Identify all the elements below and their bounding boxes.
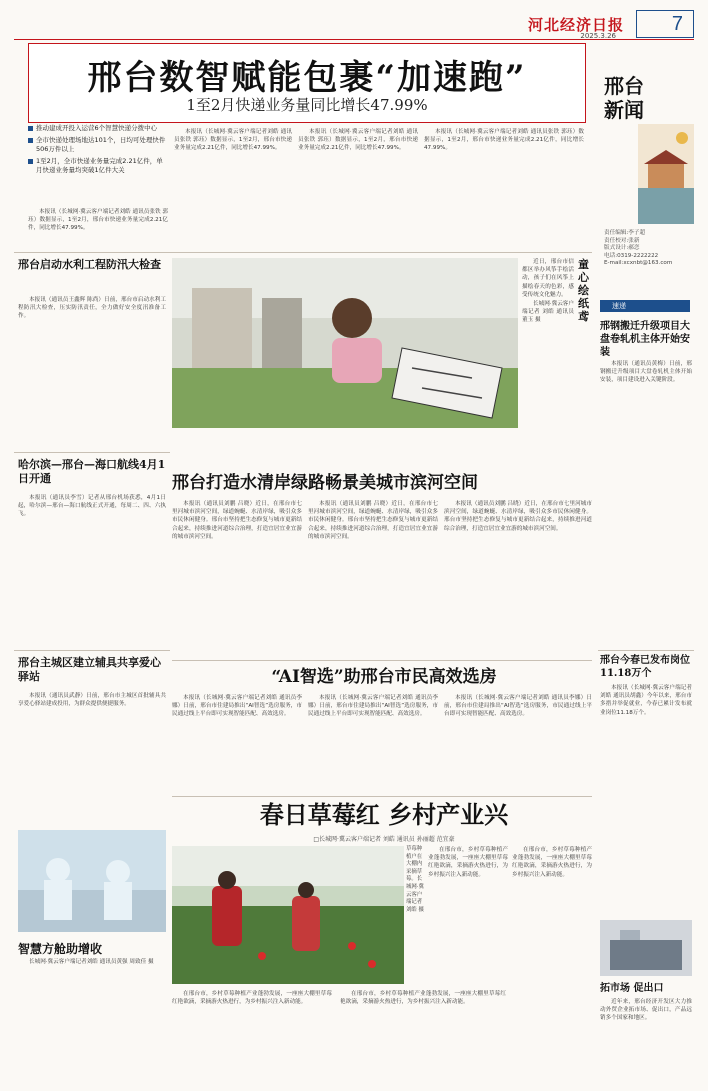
ai-article-col3: 本报讯（长城网·冀云客户端记者刘皓 通讯员李娜）日前，邢台市住建局推出“AI智选”选房服务，市民通过线上平台即可实现智能匹配、高效选房。 <box>444 695 592 718</box>
lead-body-col3: 本报讯（长城网·冀云客户端记者刘皓 通讯员张铁 郭珏）数据显示，1至2月，邢台市快递业务量完成2.21亿件，同比增长47.99%。 <box>298 129 418 152</box>
export-photo <box>600 920 692 976</box>
lead-byline: 本报讯（长城网·冀云客户端记者刘皓 通讯员张铁 郭珏）数据显示，1至2月，邢台市快递业务量完成2.21亿件，同比增长47.99%。 <box>28 209 168 232</box>
right-item-body: 本报讯（长城网·冀云客户端记者刘皓 通讯员胡鑫）今年以来，邢台市多措并举促就业，今春已累计发布就业岗位11.18万个。 <box>600 685 692 716</box>
highlight-item: 推动建成开投入运营6个智慧快递分拨中心 <box>28 124 168 133</box>
highlights-box <box>28 124 168 204</box>
section-title: 邢台新闻 <box>604 74 644 122</box>
strawberry-body-col4: 在邢台市，乡村草莓种植产业蓬勃发展，一座座大棚里草莓红艳欲滴，采摘游火热进行，为乡村振兴注入新动能。 <box>340 991 506 1006</box>
right-item-title: 邢钢搬迁升级项目大盘卷轧机主体开始安装 <box>600 321 690 358</box>
lead-subtitle: 1至2月快递业务量同比增长47.99% <box>186 96 428 114</box>
right-item-title: 拓市场 促出口 <box>600 983 664 994</box>
express-tag: 速递 <box>600 300 690 312</box>
page-number-box <box>636 10 694 38</box>
article-title: 哈尔滨—邢台—海口航线4月1日开通 <box>18 458 166 485</box>
divider <box>598 650 694 651</box>
right-item-body: 本报讯（通讯员黄梅）日前，邢钢搬迁升级项目大盘卷轧机主体开始安装，项目建设进入关键阶段。 <box>600 361 692 384</box>
photo-caption-body: 近日，邢台市信都区举办风筝手绘活动，孩子们在风筝上描绘春天的色彩，感受传统文化魅力。 长城网·冀云客户端记者 刘皓 通讯员 董玉 摄 <box>522 259 574 324</box>
kite-photo-image <box>172 258 518 428</box>
lead-headline-box <box>28 43 586 123</box>
factory-photo-image <box>18 830 166 932</box>
strawberry-byline: □长城网·冀云客户端记者 刘皓 通讯员 孙丽超 范宜豪 <box>313 836 455 843</box>
strawberry-body-col2: 在邢台市，乡村草莓种植产业蓬勃发展，一座座大棚里草莓红艳欲滴，采摘游火热进行，为乡村振兴注入新动能。 <box>512 847 592 878</box>
masthead-bar <box>14 10 694 40</box>
highlight-item: 全市快递处理场地达101个，日均可处理快件506万件以上 <box>28 136 168 154</box>
lead-title: 邢台数智赋能包裹“加速跑” <box>87 58 527 98</box>
strawberry-body-col3: 在邢台市，乡村草莓种植产业蓬勃发展，一座座大棚里草莓红艳欲滴，采摘游火热进行，为乡村振兴注入新动能。 <box>172 991 332 1006</box>
lead-body-col2: 本报讯（长城网·冀云客户端记者刘皓 通讯员张铁 郭珏）数据显示，1至2月，邢台市快递业务量完成2.21亿件，同比增长47.99%。 <box>174 129 292 152</box>
photo-caption-title: 童心绘纸鸢 <box>578 258 589 323</box>
middle-article-title: 邢台打造水清岸绿路畅景美城市滨河空间 <box>172 473 478 493</box>
issue-date: 2025.3.26 <box>580 32 616 40</box>
page-number: 7 <box>671 13 683 35</box>
ai-article-col2: 本报讯（长城网·冀云客户端记者刘皓 通讯员李娜）日前，邢台市住建局推出“AI智选”选房服务，市民通过线上平台即可实现智能匹配、高效选房。 <box>308 695 438 718</box>
right-item-title: 邢台今春已发布岗位11.18万个 <box>600 655 690 679</box>
divider <box>14 252 592 253</box>
section-panel <box>598 44 696 294</box>
strawberry-photo-image <box>172 846 404 984</box>
square-bullet-icon <box>28 126 33 131</box>
article-body: 本报讯（通讯员王鑫辉 陈尚）日前，邢台市启动水利工程防汛大检查，压实防汛责任，全力做好安全度汛准备工作。 <box>18 297 166 320</box>
middle-article-col2: 本报讯（通讯员刘鹏 吕晓）近日，在邢台市七里河城市滨河空间，绿道蜿蜒、水清岸绿，吸引众多市民休闲健身。邢台市坚持把生态修复与城市更新结合起来，持续推进河道综合治理，打造宜居宜业宜游的城市滨河空间。 <box>308 501 438 540</box>
square-bullet-icon <box>28 159 33 164</box>
middle-article-col3: 本报讯（通讯员刘鹏 吕晓）近日，在邢台市七里河城市滨河空间，绿道蜿蜒、水清岸绿，吸引众多市民休闲健身。邢台市坚持把生态修复与城市更新结合起来，持续推进河道综合治理，打造宜居宜业宜游的城市滨河空间。 <box>444 501 592 532</box>
article-title: 邢台主城区建立辅具共享爱心驿站 <box>18 656 161 683</box>
article-body: 本报讯（通讯员李雪）记者从邢台机场获悉，4月1日起，哈尔滨—邢台—海口航线正式开通，每周二、四、六执飞。 <box>18 495 166 518</box>
ai-article-col1: 本报讯（长城网·冀云客户端记者刘皓 通讯员李娜）日前，邢台市住建局推出“AI智选”选房服务，市民通过线上平台即可实现智能匹配、高效选房。 <box>172 695 302 718</box>
divider <box>14 452 170 453</box>
square-bullet-icon <box>28 138 33 143</box>
lead-body-col4: 本报讯（长城网·冀云客户端记者刘皓 通讯员张铁 郭珏）数据显示，1至2月，邢台市快递业务量完成2.21亿件，同比增长47.99%。 <box>424 129 584 152</box>
paper-name: 河北经济日报 <box>527 16 624 34</box>
pavilion-illustration <box>638 124 694 224</box>
article-title: 邢台启动水利工程防汛大检查 <box>18 258 161 271</box>
strawberry-body-col1: 在邢台市，乡村草莓种植产业蓬勃发展，一座座大棚里草莓红艳欲滴，采摘游火热进行，为乡村振兴注入新动能。 <box>428 847 508 878</box>
middle-article-col1: 本报讯（通讯员刘鹏 吕晓）近日，在邢台市七里河城市滨河空间，绿道蜿蜒、水清岸绿，吸引众多市民休闲健身。邢台市坚持把生态修复与城市更新结合起来，持续推进河道综合治理，打造宜居宜业宜游的城市滨河空间。 <box>172 501 302 540</box>
factory-body: 长城网·冀云客户端记者刘皓 通讯员黄强 周致佳 摄 <box>29 959 154 965</box>
ai-article-title: “AI智选”助邢台市民高效选房 <box>271 667 497 687</box>
article-body: 本报讯（通讯员武静）日前，邢台市主城区首批辅具共享爱心驿站建成投用，为群众提供便捷服务。 <box>18 693 166 708</box>
strawberry-photo-caption: 草莓种植户在大棚内采摘草莓。长城网·冀云客户端记者 刘皓 摄 <box>406 846 424 913</box>
export-photo-image <box>600 920 692 976</box>
divider <box>14 650 170 651</box>
strawberry-photo <box>172 846 404 984</box>
highlight-item: 1至2月，全市快递业务量完成2.21亿件，单月快递业务量均突破1亿件大关 <box>28 157 168 175</box>
strawberry-title: 春日草莓红 乡村产业兴 <box>259 800 509 829</box>
editor-info: 责任编辑:李子超 责任校对:张新 版式设计:郝恋 电话:0319-2222222 E-mail:xcxnbt@163.com <box>604 230 673 266</box>
photo-caption-box <box>522 258 592 430</box>
right-item-body: 近年来，邢台经济开发区大力推动外贸企业拓市场、促出口，产品远销多个国家和地区。 <box>600 999 692 1022</box>
kite-photo <box>172 258 518 428</box>
divider <box>172 660 592 661</box>
factory-title: 智慧方舱助增收 <box>18 942 103 956</box>
divider <box>172 796 592 797</box>
factory-photo <box>18 830 166 932</box>
